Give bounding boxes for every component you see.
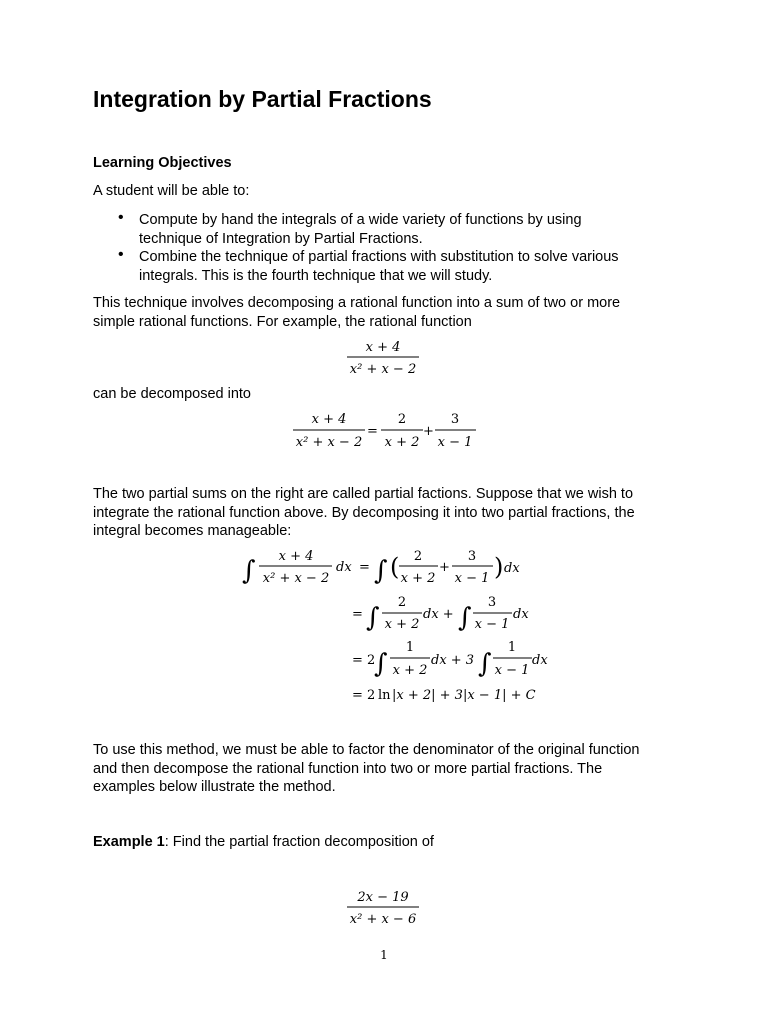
fraction-equation xyxy=(320,336,450,380)
integral-sign: ∫ xyxy=(458,603,472,633)
denominator: x² + x − 6 xyxy=(349,912,417,927)
objective-line: Combine the technique of partial fractions with substitution to solve various xyxy=(139,249,619,265)
intro-paragraph xyxy=(93,294,673,331)
equals-sign: = xyxy=(352,607,363,622)
numerator: 3 xyxy=(487,595,497,610)
equals-two: = 2 xyxy=(352,653,376,668)
equals-sign: = xyxy=(352,688,363,703)
result-terms: |x + 2| + 3|x − 1| + C xyxy=(392,688,536,703)
page-title: Integration by Partial Fractions xyxy=(93,86,432,112)
paragraph-line: To use this method, we must be able to factor the denominator of the original function xyxy=(93,742,640,758)
example-text: : Find the partial fraction decomposition of xyxy=(164,834,434,850)
integral-derivation xyxy=(240,544,548,710)
left-paren: ( xyxy=(390,553,400,581)
dx-label: dx xyxy=(532,653,548,668)
decomposition-equation xyxy=(285,408,485,452)
bullet-icon: • xyxy=(118,209,124,226)
numerator: 1 xyxy=(405,640,415,655)
objective-line: technique of Integration by Partial Fractions. xyxy=(139,230,423,247)
integral-sign: ∫ xyxy=(374,556,388,586)
page-number: 1 xyxy=(380,948,388,962)
numerator: x + 4 xyxy=(278,549,314,564)
integral-sign: ∫ xyxy=(242,556,256,586)
numerator: x + 4 xyxy=(311,412,347,427)
objective-item xyxy=(139,248,679,285)
numerator: 2 xyxy=(397,412,407,427)
numerator: 2x − 19 xyxy=(357,890,409,905)
dx-label: dx xyxy=(504,561,520,576)
paragraph-line: The two partial sums on the right are called partial factions. Suppose that we wish to xyxy=(93,486,634,502)
method-paragraph xyxy=(93,741,673,797)
learning-objectives-heading: Learning Objectives xyxy=(93,155,232,171)
bullet-icon: • xyxy=(118,246,124,263)
paragraph-line: simple rational functions. For example, the rational function xyxy=(93,313,472,330)
result-coefficient: 2 xyxy=(367,688,376,703)
result-ln: ln xyxy=(378,688,391,703)
numerator: 1 xyxy=(507,640,517,655)
numerator: x + 4 xyxy=(365,340,401,355)
integral-sign: ∫ xyxy=(366,603,380,633)
paragraph-line: examples below illustrate the method. xyxy=(93,779,336,795)
dx-label: dx xyxy=(336,560,352,575)
paragraph-line: This technique involves decomposing a rational function into a sum of two or more xyxy=(93,295,621,311)
plus-sign: + xyxy=(423,424,434,439)
numerator: 2 xyxy=(397,595,407,610)
equals-sign: = xyxy=(359,560,370,575)
denominator: x + 2 xyxy=(384,435,420,450)
denominator: x + 2 xyxy=(392,663,428,678)
numerator: 3 xyxy=(467,549,477,564)
example-fraction xyxy=(320,886,450,930)
denominator: x² + x − 2 xyxy=(262,571,330,586)
partial-paragraph xyxy=(93,485,673,541)
objective-item xyxy=(139,211,679,248)
objective-line: Compute by hand the integrals of a wide variety of functions by using xyxy=(139,212,582,228)
dx-plus-three: dx + 3 xyxy=(431,653,475,668)
denominator: x + 2 xyxy=(384,617,420,632)
right-paren: ) xyxy=(494,553,504,581)
numerator: 3 xyxy=(450,412,460,427)
denominator: x² + x − 2 xyxy=(295,435,363,450)
denominator: x − 1 xyxy=(474,617,510,632)
denominator: x − 1 xyxy=(454,571,490,586)
example-label: Example 1 xyxy=(93,834,165,850)
decomposed-text: can be decomposed into xyxy=(93,386,251,402)
dx-label: dx xyxy=(513,607,529,622)
equals-sign: = xyxy=(367,424,378,439)
objectives-intro: A student will be able to: xyxy=(93,183,250,199)
plus-sign: + xyxy=(439,560,450,575)
paragraph-line: and then decompose the rational function into two or more partial fractions. The xyxy=(93,760,603,777)
example-1 xyxy=(93,833,673,852)
objective-line: integrals. This is the fourth technique that we will study. xyxy=(139,267,493,284)
integral-sign: ∫ xyxy=(478,649,492,679)
denominator: x − 1 xyxy=(437,435,473,450)
paragraph-line: integrate the rational function above. By decomposing it into two partial fractions, the xyxy=(93,504,635,521)
denominator: x + 2 xyxy=(400,571,436,586)
integral-sign: ∫ xyxy=(374,649,388,679)
denominator: x − 1 xyxy=(494,663,530,678)
denominator: x² + x − 2 xyxy=(349,362,417,377)
numerator: 2 xyxy=(413,549,423,564)
paragraph-line: integral becomes manageable: xyxy=(93,523,292,539)
dx-plus: dx + xyxy=(423,607,454,622)
